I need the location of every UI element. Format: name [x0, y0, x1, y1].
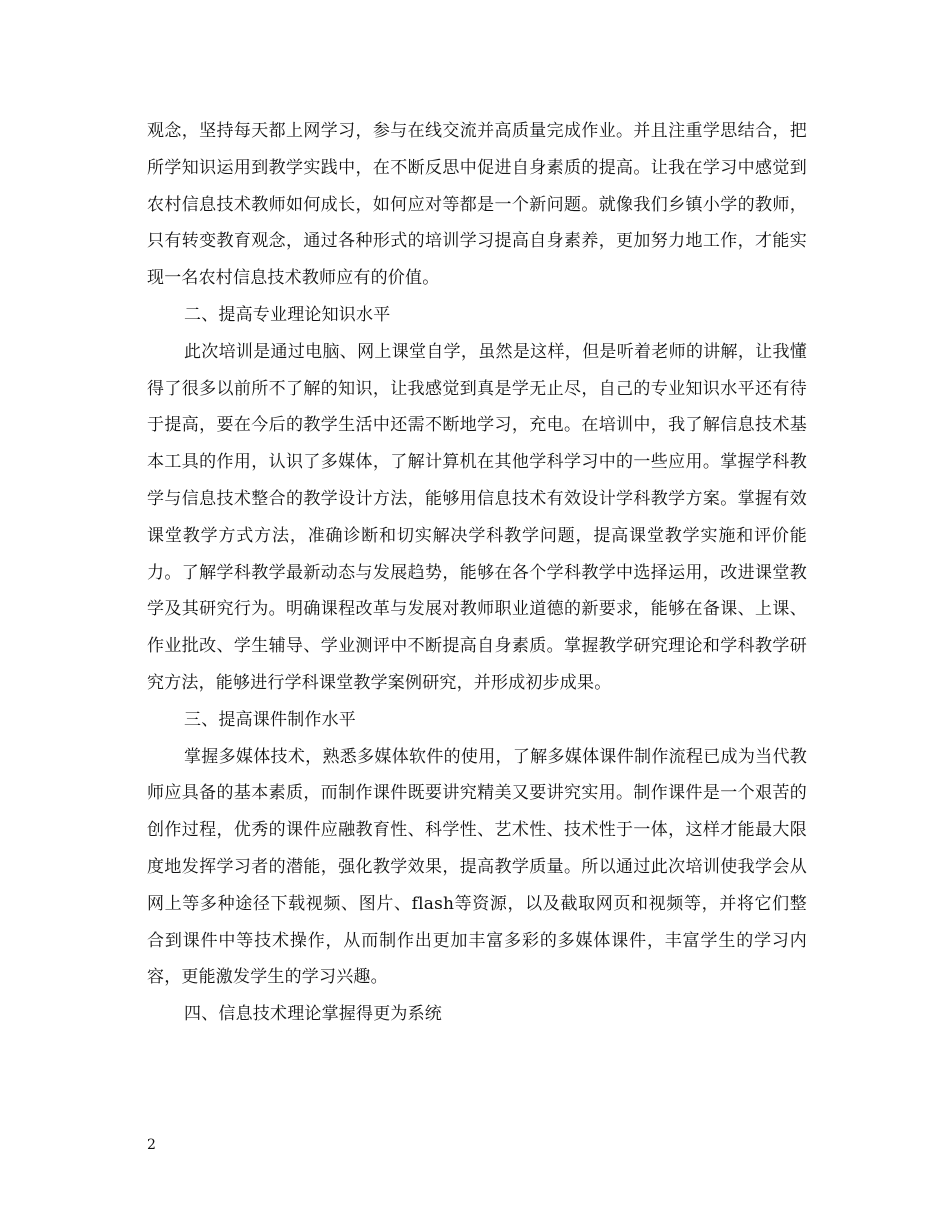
section-heading-3: 三、提高课件制作水平 — [184, 709, 356, 730]
paragraph-professional-theory: 此次培训是通过电脑、网上课堂自学，虽然是这样，但是听着老师的讲解，让我懂得了很多以前所不了解的知识，让我感觉到真是学无止尽，自己的专业知识水平还有待于提高，要在今后的教学生活中还需不断地学习，充电。在培训中，我了解信息技术基本工具的作用，认识了多媒体，了解计算机在其他学科学习中的一些应用。掌握学科教学与信息技术整合的教学设计方法，能够用信息技术有效设计学科教学方案。掌握有效课堂教学方式方法，准确诊断和切实解决学科教学问题，提高课堂教学实施和评价能力。了解学科教学最新动态与发展趋势，能够在各个学科教学中选择运用，改进课堂教学及其研究行为。明确课程改革与发展对教师职业道德的新要求，能够在备课、上课、作业批改、学生辅导、学业测评中不断提高自身素质。掌握教学研究理论和学科教学研究方法，能够进行学科课堂教学案例研究，并形成初步成果。 — [147, 341, 807, 693]
page-number: 2 — [147, 1137, 156, 1153]
paragraph-courseware: 掌握多媒体技术，熟悉多媒体软件的使用，了解多媒体课件制作流程已成为当代教师应具备的基本素质，而制作课件既要讲究精美又要讲究实用。制作课件是一个艰苦的创作过程，优秀的课件应融教育性、科学性、艺术性、技术性于一体，这样才能最大限度地发挥学习者的潜能，强化教学效果，提高教学质量。所以通过此次培训使我学会从网上等多种途径下载视频、图片、flash等资源，以及截取网页和视频等，并将它们整合到课件中等技术操作，从而制作出更加丰富多彩的多媒体课件，丰富学生的学习内容，更能激发学生的学习兴趣。 — [147, 746, 807, 988]
document-body — [147, 113, 807, 1033]
section-heading-4: 四、信息技术理论掌握得更为系统 — [184, 1004, 442, 1025]
section-heading-2: 二、提高专业理论知识水平 — [184, 304, 391, 325]
paragraph-intro-continued: 观念，坚持每天都上网学习，参与在线交流并高质量完成作业。并且注重学思结合，把所学知识运用到教学实践中，在不断反思中促进自身素质的提高。让我在学习中感觉到农村信息技术教师如何成长，如何应对等都是一个新问题。就像我们乡镇小学的教师，只有转变教育观念，通过各种形式的培训学习提高自身素养，更加努力地工作，才能实现一名农村信息技术教师应有的价值。 — [147, 121, 807, 289]
